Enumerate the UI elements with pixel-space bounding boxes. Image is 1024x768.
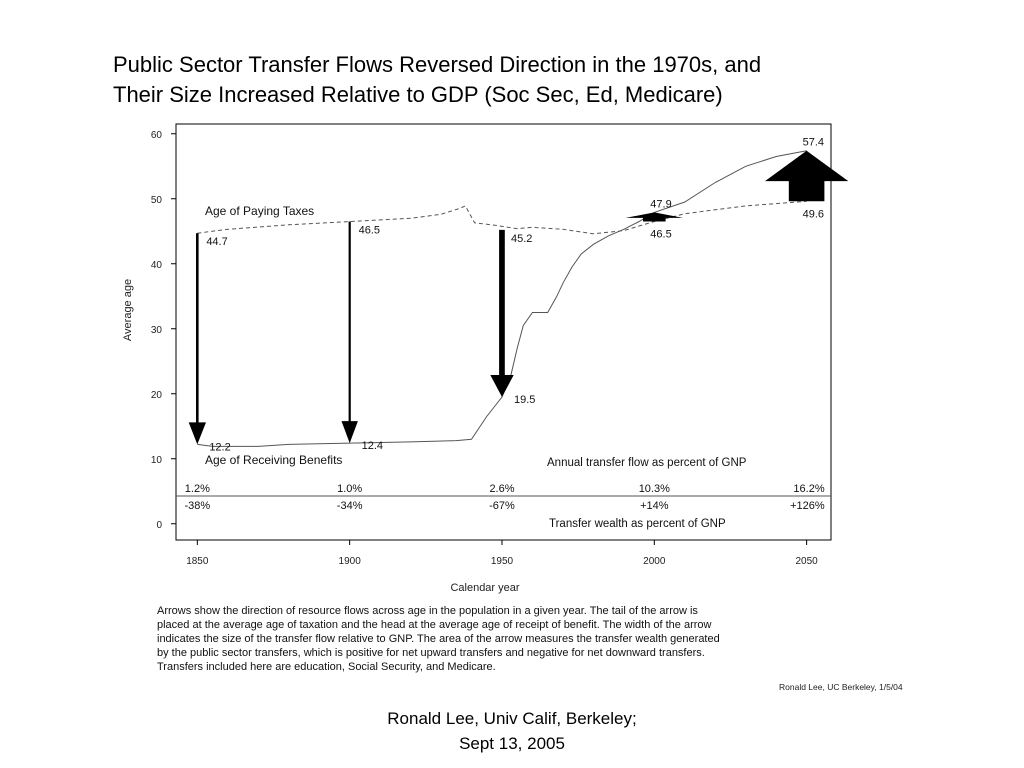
benefit-age-label: 12.4 xyxy=(361,440,384,453)
caption-line: by the public sector transfers, which is positive for net upward transfers and negative for net downward transfers. xyxy=(157,647,705,659)
y-tick-label: 20 xyxy=(150,389,162,401)
y-axis xyxy=(151,130,176,531)
x-axis xyxy=(186,540,818,567)
slide-title-line-1: Public Sector Transfer Flows Reversed Direction in the 1970s, and xyxy=(113,52,762,77)
caption-line: Transfers included here are education, Social Security, and Medicare. xyxy=(157,661,496,673)
series-label-tax: Age of Paying Taxes xyxy=(205,204,315,218)
tax-age-label: 46.5 xyxy=(650,228,672,241)
wealth-percent-label: +126% xyxy=(790,500,825,512)
y-tick-label: 0 xyxy=(156,519,162,531)
y-tick-label: 50 xyxy=(150,194,162,206)
y-axis-label: Average age xyxy=(122,278,134,342)
wealth-percent-label: -67% xyxy=(489,500,515,512)
transfer-arrow-1900 xyxy=(342,222,358,444)
y-tick-label: 40 xyxy=(150,259,162,271)
benefit-age-label: 19.5 xyxy=(513,394,536,406)
wealth-annotation: Transfer wealth as percent of GNP xyxy=(549,518,726,530)
chart-credit: Ronald Lee, UC Berkeley, 1/5/04 xyxy=(779,682,903,692)
transfer-arrow-1950 xyxy=(490,230,513,397)
tax-age-label: 49.6 xyxy=(802,208,825,221)
x-tick-label: 1900 xyxy=(338,556,361,567)
flow-percent-label: 1.0% xyxy=(337,483,363,495)
transfer-arrow-2050 xyxy=(765,151,848,202)
footer-line-1: Ronald Lee, Univ Calif, Berkeley; xyxy=(387,709,637,728)
flow-percent-label: 1.2% xyxy=(184,483,210,495)
flow-annotation: Annual transfer flow as percent of GNP xyxy=(547,457,747,469)
x-axis-label: Calendar year xyxy=(450,582,520,594)
x-tick-label: 1850 xyxy=(186,556,209,567)
caption-line: indicates the size of the transfer flow relative to GNP. The area of the arrow measures the transfer wealth generated xyxy=(157,633,720,645)
tax-age-label: 44.7 xyxy=(206,236,228,249)
x-tick-label: 2050 xyxy=(795,556,818,567)
x-tick-label: 2000 xyxy=(643,556,666,567)
slide-footer xyxy=(0,706,1024,756)
footer-line-2: Sept 13, 2005 xyxy=(459,734,565,753)
flow-percent-label: 10.3% xyxy=(638,483,670,495)
benefit-age-label: 47.9 xyxy=(650,198,672,211)
flow-percent-label: 16.2% xyxy=(793,483,825,495)
transfer-arrow-1850 xyxy=(189,233,206,444)
slide-title-line-2: Their Size Increased Relative to GDP (Soc Sec, Ed, Medicare) xyxy=(113,82,723,107)
flow-percent-label: 2.6% xyxy=(489,483,515,495)
benefit-age-label: 57.4 xyxy=(802,136,825,149)
benefit-age-label: 12.2 xyxy=(209,441,231,454)
y-tick-label: 30 xyxy=(150,324,162,336)
wealth-percent-label: -34% xyxy=(336,500,363,512)
transfer-arrow-2000 xyxy=(626,212,683,221)
y-tick-label: 10 xyxy=(150,454,162,466)
tax-age-label: 45.2 xyxy=(510,232,533,245)
caption-line: Arrows show the direction of resource flows across age in the population in a given year. The tail of the arrow is xyxy=(157,605,698,617)
tax-age-label: 46.5 xyxy=(358,224,381,237)
caption-line: placed at the average age of taxation and the head at the average age of receipt of benefit. The width of the arrow xyxy=(157,619,712,631)
series-label-benefit: Age of Receiving Benefits xyxy=(205,453,343,467)
wealth-percent-label: +14% xyxy=(640,500,669,512)
chart-caption xyxy=(157,604,857,674)
x-tick-label: 1950 xyxy=(490,556,514,567)
y-tick-label: 60 xyxy=(150,129,162,141)
wealth-percent-label: -38% xyxy=(184,500,211,512)
